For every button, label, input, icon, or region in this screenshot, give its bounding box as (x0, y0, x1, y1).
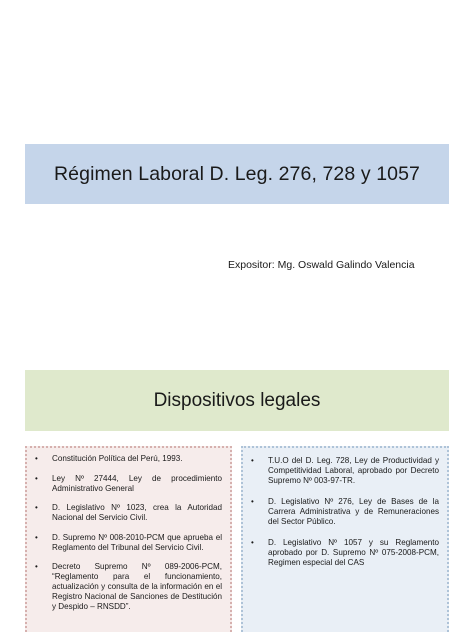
bullet-icon: • (251, 538, 254, 547)
list-item-text: Ley Nº 27444, Ley de procedimiento Administrativo General (52, 473, 222, 493)
list-item (33, 474, 222, 494)
bullet-icon: • (251, 456, 254, 465)
list-item-text: Constitución Política del Perú, 1993. (52, 454, 183, 463)
bullet-icon: • (35, 532, 38, 542)
title-banner (25, 144, 449, 204)
list-item (33, 454, 222, 464)
list-item (249, 456, 439, 486)
slide-title: Régimen Laboral D. Leg. 276, 728 y 1057 (54, 162, 420, 185)
right-legal-list-box (241, 446, 449, 632)
bullet-icon: • (251, 497, 254, 506)
list-item-text: Decreto Supremo Nº 089-2006-PCM, “Reglamento para el funcionamiento, actualización y consulta de la información en el Registro Nacional de Sanciones de Destitución y Despido – RNSDD”. (52, 562, 222, 611)
list-item-text: T.U.O del D. Leg. 728, Ley de Productividad y Competitividad Laboral, aprobado por Decreto Supremo Nº 003-97-TR. (268, 456, 439, 485)
list-item (33, 503, 222, 523)
list-item-text: D. Supremo Nº 008-2010-PCM que aprueba el Reglamento del Tribunal del Servicio Civil. (52, 532, 222, 552)
bullet-icon: • (35, 562, 38, 571)
list-item-text: D. Legislativo Nº 1023, crea la Autoridad Nacional del Servicio Civil. (52, 503, 222, 522)
bullet-icon: • (35, 454, 38, 463)
left-legal-list-box (25, 446, 232, 632)
list-item (249, 497, 439, 527)
list-item (249, 538, 439, 568)
list-item-text: D. Legislativo Nº 276, Ley de Bases de la Carrera Administrativa y de Remuneraciones del Sector Público. (268, 497, 439, 526)
list-item-text: D. Legislativo Nº 1057 y su Reglamento aprobado por D. Supremo Nº 075-2008-PCM, Regimen especial del CAS (268, 538, 439, 567)
bullet-icon: • (35, 503, 38, 512)
list-item (33, 533, 222, 553)
list-item (33, 562, 222, 612)
bullet-icon: • (35, 473, 38, 483)
right-legal-list (243, 448, 447, 568)
section-title: Dispositivos legales (153, 389, 321, 411)
presenter-text: Expositor: Mg. Oswald Galindo Valencia (228, 259, 415, 271)
section-banner (25, 370, 449, 431)
left-legal-list (27, 448, 230, 612)
